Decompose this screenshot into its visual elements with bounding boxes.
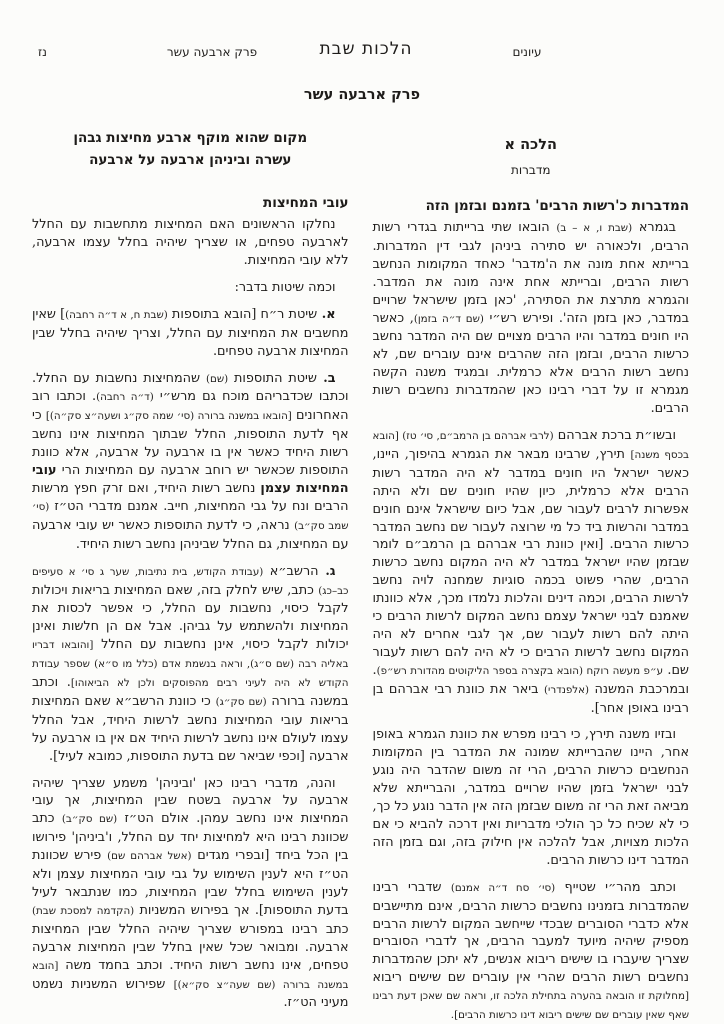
left-topic-heading: עובי המחיצות <box>263 195 349 212</box>
paragraph: וכתב מהר״י שטייף (סי׳ סח ד״ה אמנם) שדברי רבינו שהמדברות בזמנינו נחשבים כרשות הרבים, אינם מתיישבים אלא כדברי הסוברים שבכדי שייחשב המקום לרשות הרבים מספיק שיהיה מיועד למעבר הרבים, אך לדברי הסוברים שצריך שיעברו בו שישים ריבוא אנשים, לא יתכן שהמדברות נחשבים רשות הרבים שהרי אין עוברים שם שישים ריבוא [מחלוקת זו הובאה בהערה בתחילת הלכה זו, וראה שם שאכן דעת רבינו שאף שאין עוברים שם שישים ריבוא דינו כרשות הרבים]. <box>372 879 689 1022</box>
halacha-quote: מקום שהוא מוקף ארבע מחיצות גבהן עשרה וביניהן ארבעה על ארבעה <box>73 130 308 168</box>
section-label: עיונים <box>512 45 542 59</box>
right-paragraphs <box>373 219 690 1024</box>
halacha-subject: מדברות <box>510 163 551 177</box>
right-topic-heading: המדברות כ'רשות הרבים' בזמנם ובזמן הזה <box>425 198 689 214</box>
running-chapter-label: פרק ארבעה עשר <box>166 45 258 59</box>
paragraph: ב. שיטת התוספות (שם) שהמחיצות נחשבות עם החלל. וכתבו שכדבריהם מוכח גם מרש״י (ד״ה רחבה). וכתבו רוב האחרונים [הובאו במשנה ברורה (סי׳ שמה סק״ג ושעה״צ סק״ה)] כי אף לדעת התוספות, החלל שבתוך המחיצות אינו נחשב רשות היחיד כאשר אין בו ארבעה על ארבעה, אלא כוונת התוספות שכאשר יש רוחב ארבעה עם המחיצות הרי עובי המחיצות עצמן נחשב רשות היחיד, ואם זרק חפץ מרשות הרבים ונח על גבי המחיצות, חייב. אמנם מדברי הט״ז (סי׳ שמב סק״ב) נראה, כי לדעת התוספות כאשר יש עובי ארבעה עם המחיצות, גם החלל שביניהן נחשב רשות היחיד. <box>32 370 349 552</box>
right-column <box>373 122 690 1024</box>
left-column <box>32 122 349 1012</box>
text-columns <box>32 122 689 1024</box>
paragraph: ג. הרשב״א (עבודת הקודש, בית נתיבות, שער ג סי׳ א סעיפים כב–כג) כתב, שיש לחלק בזה, שאם המחיצות בריאות ויכולות לקבל כיסוי, נחשבות עם החלל, כי אפשר לכסות את המחיצות ולהשתמש על גביהן. אבל אם הן חלשות ואינן יכולות לקבל כיסוי, אינן נחשבות עם החלל [והובאו דבריו באליה רבה (שם ס״ג), וראה בנשמת אדם (כלל מו ס״א) שספר עבודת הקודש לא היה לעיני רבים מהפוסקים ולכן לא הביאוהו]. וכתב במשנה ברורה (שם סק״ג) כי כוונת הרשב״א שאם המחיצות בריאות עובי המחיצות נחשב לרשות היחיד, אבל החלל עצמו לעולם אינו נחשב לרשות היחיד אם אין בו ארבעה על ארבעה [וכפי שביאר שם בדעת התוספות, כמובא לעיל]. <box>32 563 349 764</box>
paragraph: א. שיטת ר״ח [הובא בתוספות (שבת ח, א ד״ה רחבה)] שאין מחשבים את המחיצות עם החלל, וצריך שיהיה בחלל שבין המחיצות ארבעה טפחים. <box>32 306 349 359</box>
running-header <box>0 39 724 64</box>
paragraph: נחלקו הראשונים האם המחיצות מתחשבות עם החלל לארבעה טפחים, או שצריך שיהיה בחלל עצמו ארבעה, ללא עובי המחיצות. <box>32 217 349 268</box>
paragraph: בגמרא (שבת ו, א – ב) הובאו שתי ברייתות בגדרי רשות הרבים, ולכאורה יש סתירה ביניהן לגבי דין המדברות. ברייתא אחת מונה את ה'מדבר' כאחד המקומות הנחשב רשות הרבים, וברייתא אחת אינה מונה את המדבר. והגמרא מתרצת את הסתירה, 'כאן בזמן שישראל שרויים במדבר, כאן בזמן הזה'. ופירש רש״י (שם ד״ה בזמן), כאשר היו חונים במדבר והיו הרבים מצויים שם היה המדבר נחשב כרשות הרבים, ובזמן הזה שהרבים אינם עוברים שם, לא נחשב רשות הרבים אלא כרמלית. ובמגיד משנה הקשה מגמרא זו על דברי רבינו כאן שהמדברות נחשבים רשות הרבים. <box>372 220 690 417</box>
paragraph: ובזיו משנה תירץ, כי רבינו מפרש את כוונת הגמרא באופן אחר, היינו שהברייתא שמונה את המדבר בין המקומות הנחשבים כרשות הרבים, הרי זה משום שהדבר היה נוגע לבני ישראל בזמן שהיו שרויים במדבר, והברייתא שלא מביאה זאת הרי זה משום שבזמן הזה אין הדבר נוגע כל כך, כי לא שכיח כל כך הולכי מדבריות ואין דרכה להביא כי אם הלכות מצויות, אבל להלכה אין חילוק בזה, וגם בזמן הזה המדבר דינו כרשות הרבים. <box>372 727 689 868</box>
paragraph: ובשו״ת ברכת אברהם (לרבי אברהם בן הרמב״ם, סי׳ טז) [הובא בכסף משנה] תירץ, שרבינו מבאר את הגמרא בהיפוך, היינו, כאשר ישראל היו חונים במדבר לא היה המדבר רשות הרבים אלא כרמלית, כיון שהיו חונים שם ולא היתה אפשרות לרבים לעבור שם, אבל כיום שישראל אינם חונים במדבר והרשות ביד כל מי שרוצה לעבור שם נחשב המדבר כרשות הרבים. [ואין כוונת רבי אברהם בן הרמב״ם לומר שבזמן שהיו ישראל במדבר לא היה המקום נחשב כרשות הרבים, שהרי פשוט בכמה סוגיות שמחנה לויה נחשב לרשות הרבים, וכמה דינים והלכות נלמדו מכך, אלא כוונתו שאמנם לבני ישראל עצמם נחשב המקום לרשות הרבים כי היתה להם רשות לעבור שם, אך לגבי אחרים לא היה המקום נחשב לרשות הרבים כי לא היה להם רשות לעבור שם. ע״פ מעשה רוקח (הובא בקצרה בספר הליקוטים מהדורת רש״פ). ובמרכבת המשנה (אלפנדרי) ביאר את כוונת רבי אברהם בן רבינו באופן אחר]. <box>372 427 689 716</box>
left-paragraphs <box>32 216 349 1012</box>
page-number: נז <box>38 45 47 59</box>
halacha-heading: הלכה א <box>504 136 557 153</box>
chapter-title: פרק ארבעה עשר <box>303 86 421 103</box>
paragraph: והנה, מדברי רבינו כאן 'וביניהן' משמע שצריך שיהיה ארבעה על ארבעה בשטח שבין המחיצות, אך עובי המחיצות אינו נחשב עמהן. אולם הט״ז (שם סק״ב) כתב שכוונת רבינו היא למחיצות יחד עם החלל, ו'ביניהן' פירושו בין הכל ביחד [ובפרי מגדים (אשל אברהם שם) פירש שכוונת הט״ז היא לענין השימוש על גבי עובי המחיצות עצמן ולא לענין השימוש בחלל שבין המחיצות, כמו שנתבאר לעיל בדעת התוספות]. אך בפירוש המשניות (הקדמה למסכת שבת) כתב רבינו במפורש שצריך שיהיה החלל שבין המחיצות ארבעה. ומבואר שכל שאין בחלל שבין המחיצות ארבעה טפחים, אינו נחשב רשות היחיד. וכתב בחמד משה [הובא במשנה ברורה (שם שעה״צ סק״א)] שפירוש המשניות נשמט מעיני הט״ז. <box>32 775 349 1011</box>
paragraph: וכמה שיטות בדבר: <box>234 279 336 295</box>
book-title: הלכות שבת <box>319 39 413 59</box>
